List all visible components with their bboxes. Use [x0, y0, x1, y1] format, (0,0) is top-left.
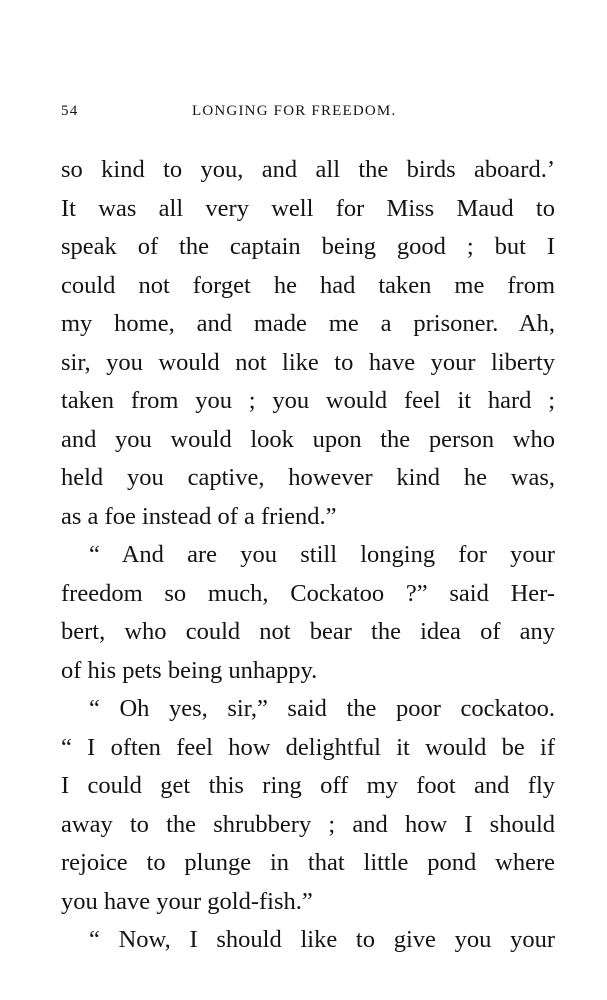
text-line: sir, you would not like to have your liberty — [61, 348, 555, 376]
text-line: away to the shrubbery ; and how I should — [61, 810, 555, 838]
text-line: freedom so much, Cockatoo ?” said Her- — [61, 579, 555, 607]
text-line: rejoice to plunge in that little pond where — [61, 849, 555, 876]
text-line: It was all very well for Miss Maud to — [61, 194, 555, 222]
body-text — [61, 151, 555, 960]
text-line: you have your gold-fish.” — [61, 887, 313, 915]
text-line: so kind to you, and all the birds aboard.’ — [61, 156, 555, 183]
text-line: “ Now, I should like to give you your — [89, 926, 555, 953]
text-line: my home, and made me a prisoner. Ah, — [61, 310, 555, 337]
text-line: “ Oh yes, sir,” said the poor cockatoo. — [89, 695, 555, 722]
text-line: could not forget he had taken me from — [61, 271, 555, 299]
page-header — [61, 103, 551, 125]
text-line: “ I often feel how delightful it would be if — [61, 733, 555, 761]
text-line: held you captive, however kind he was, — [61, 464, 555, 491]
text-line: taken from you ; you would feel it hard ; — [61, 387, 555, 414]
text-line: I could get this ring off my foot and fly — [61, 772, 555, 799]
text-line: bert, who could not bear the idea of any — [61, 618, 555, 645]
page-number: 54 — [61, 103, 79, 119]
text-line: of his pets being unhappy. — [61, 656, 318, 684]
text-line: speak of the captain being good ; but I — [61, 233, 555, 260]
text-line: as a foe instead of a friend.” — [61, 502, 337, 530]
running-title: LONGING FOR FREEDOM. — [192, 103, 397, 119]
text-line: “ And are you still longing for your — [89, 541, 555, 568]
text-line: and you would look upon the person who — [61, 425, 555, 453]
